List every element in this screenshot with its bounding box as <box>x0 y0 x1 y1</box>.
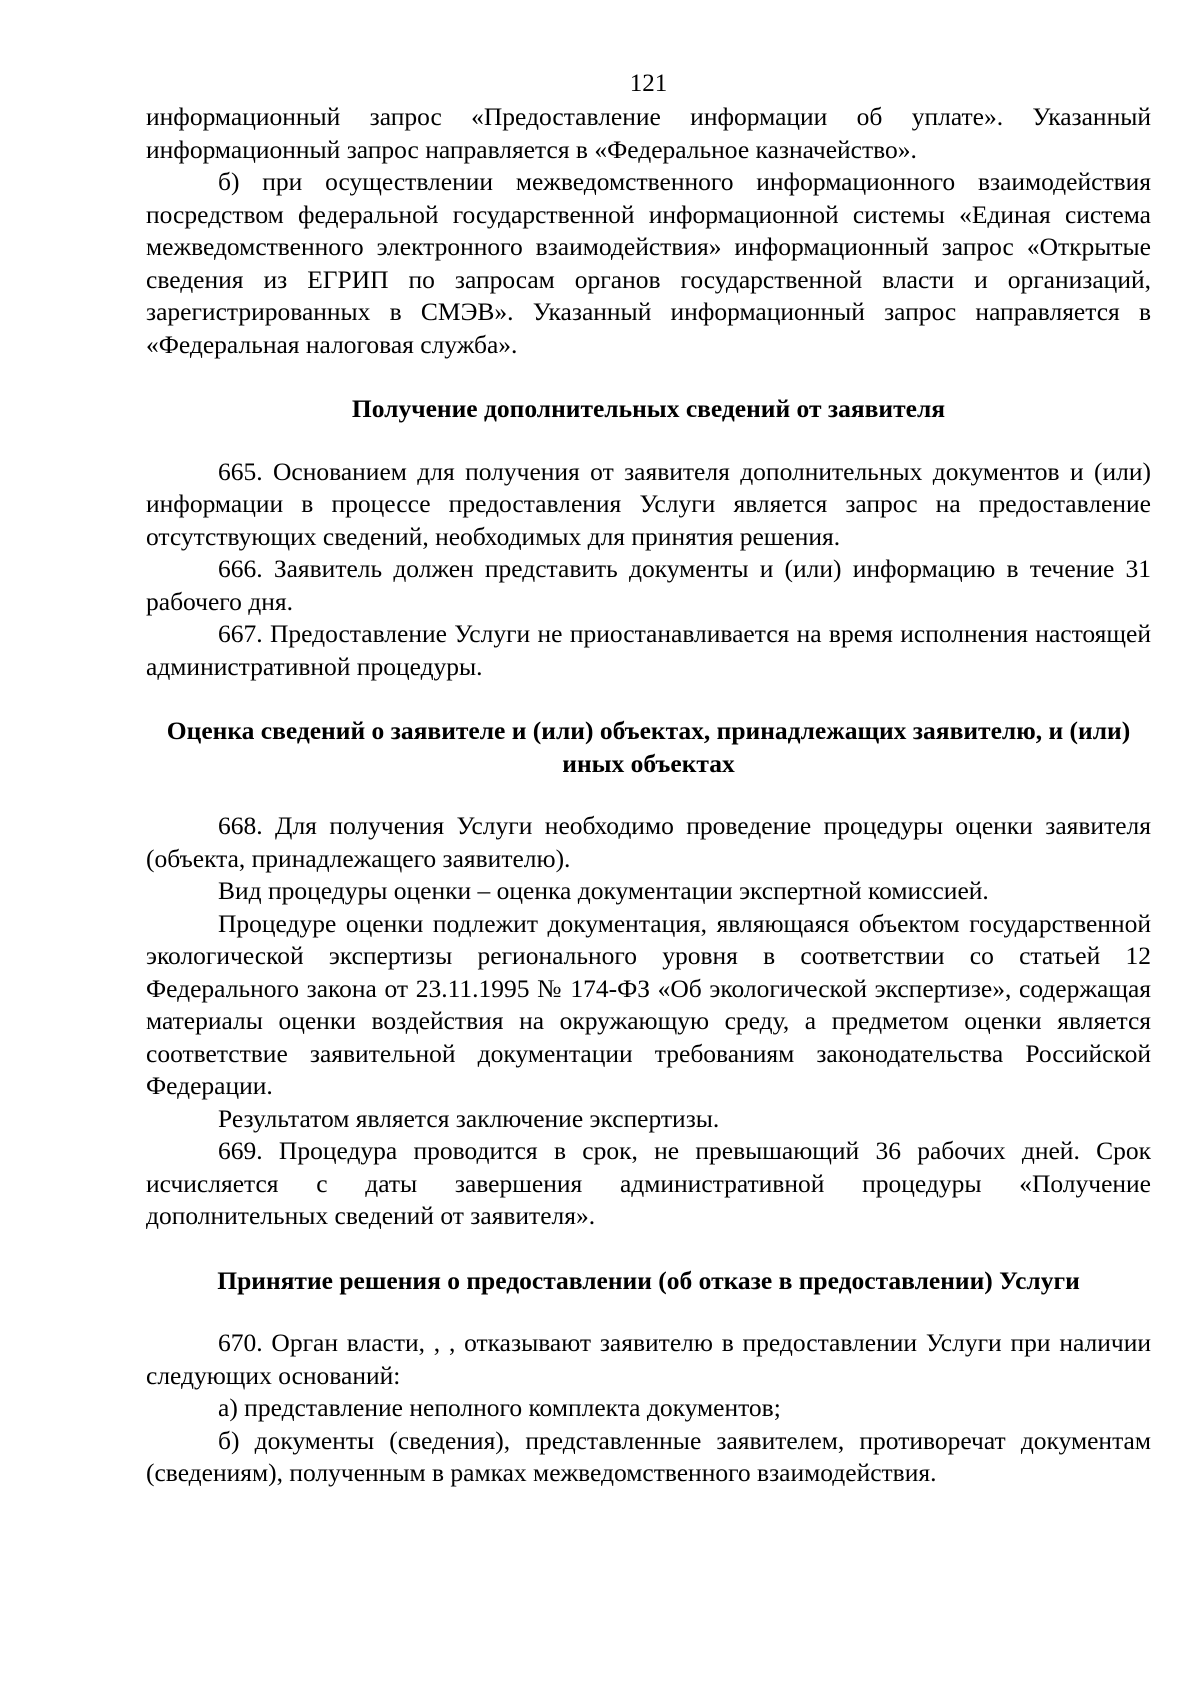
paragraph-670-b: б) документы (сведения), представленные заявителем, противоречат документам (сведениям), полученным в рамках межведомственного взаимодействия. <box>146 1425 1151 1487</box>
paragraph-assessment-type: Вид процедуры оценки – оценка документации экспертной комиссией. <box>218 876 989 905</box>
paragraph-669: 669. Процедура проводится в срок, не превышающий 36 рабочих дней. Срок исчисляется с даты завершения административной процедуры «Получение дополнительных сведений от заявителя». <box>146 1136 1151 1230</box>
paragraph-667: 667. Предоставление Услуги не приостанавливается на время исполнения настоящей административной процедуры. <box>146 619 1151 681</box>
paragraph-670-a: а) представление неполного комплекта документов; <box>218 1393 781 1422</box>
paragraph-668: 668. Для получения Услуги необходимо проведение процедуры оценки заявителя (объекта, принадлежащего заявителю). <box>146 811 1151 873</box>
paragraph-666: 666. Заявитель должен представить документы и (или) информацию в течение 31 рабочего дня. <box>146 554 1151 616</box>
paragraph-assessment-result: Результатом является заключение экспертизы. <box>218 1103 720 1133</box>
paragraph-intro-continuation: информационный запрос «Предоставление информации об уплате». Указанный информационный запрос направляется в «Федеральное казначейство». <box>146 102 1151 164</box>
paragraph-670: 670. Орган власти, , , отказывают заявителю в предоставлении Услуги при наличии следующих оснований: <box>146 1328 1151 1390</box>
page-number: 121 <box>629 70 668 97</box>
section-heading-decision: Принятие решения о предоставлении (об отказе в предоставлении) Услуги <box>217 1265 1080 1295</box>
paragraph-assessment-subject: Процедуре оценки подлежит документация, являющаяся объектом государственной экологической экспертизы регионального уровня в соответствии со статьей 12 Федерального закона от 23.11.1995 № 174-ФЗ «Об экологической экспертизе», содержащая материалы оценки воздействия на окружающую среду, а предметом оценки является соответствие заявительной документации требованиям законодательства Российской Федерации. <box>146 908 1151 1100</box>
paragraph-intro-b: б) при осуществлении межведомственного информационного взаимодействия посредством федеральной государственной информационной системы «Единая система межведомственного электронного взаимодействия» информационный запрос «Открытые сведения из ЕГРИП по запросам органов государственной власти и организаций, зарегистрированных в СМЭВ». Указанный информационный запрос направляется в «Федеральная налоговая служба». <box>146 167 1151 359</box>
paragraph-665: 665. Основанием для получения от заявителя дополнительных документов и (или) информации в процессе предоставления Услуги является запрос на предоставление отсутствующих сведений, необходимых для принятия решения. <box>146 456 1151 551</box>
section-heading-additional-info: Получение дополнительных сведений от заявителя <box>351 394 946 423</box>
document-page <box>146 68 1151 1490</box>
section-heading-applicant-assessment: Оценка сведений о заявителе и (или) объектах, принадлежащих заявителю, и (или) иных объектах <box>166 716 1131 778</box>
